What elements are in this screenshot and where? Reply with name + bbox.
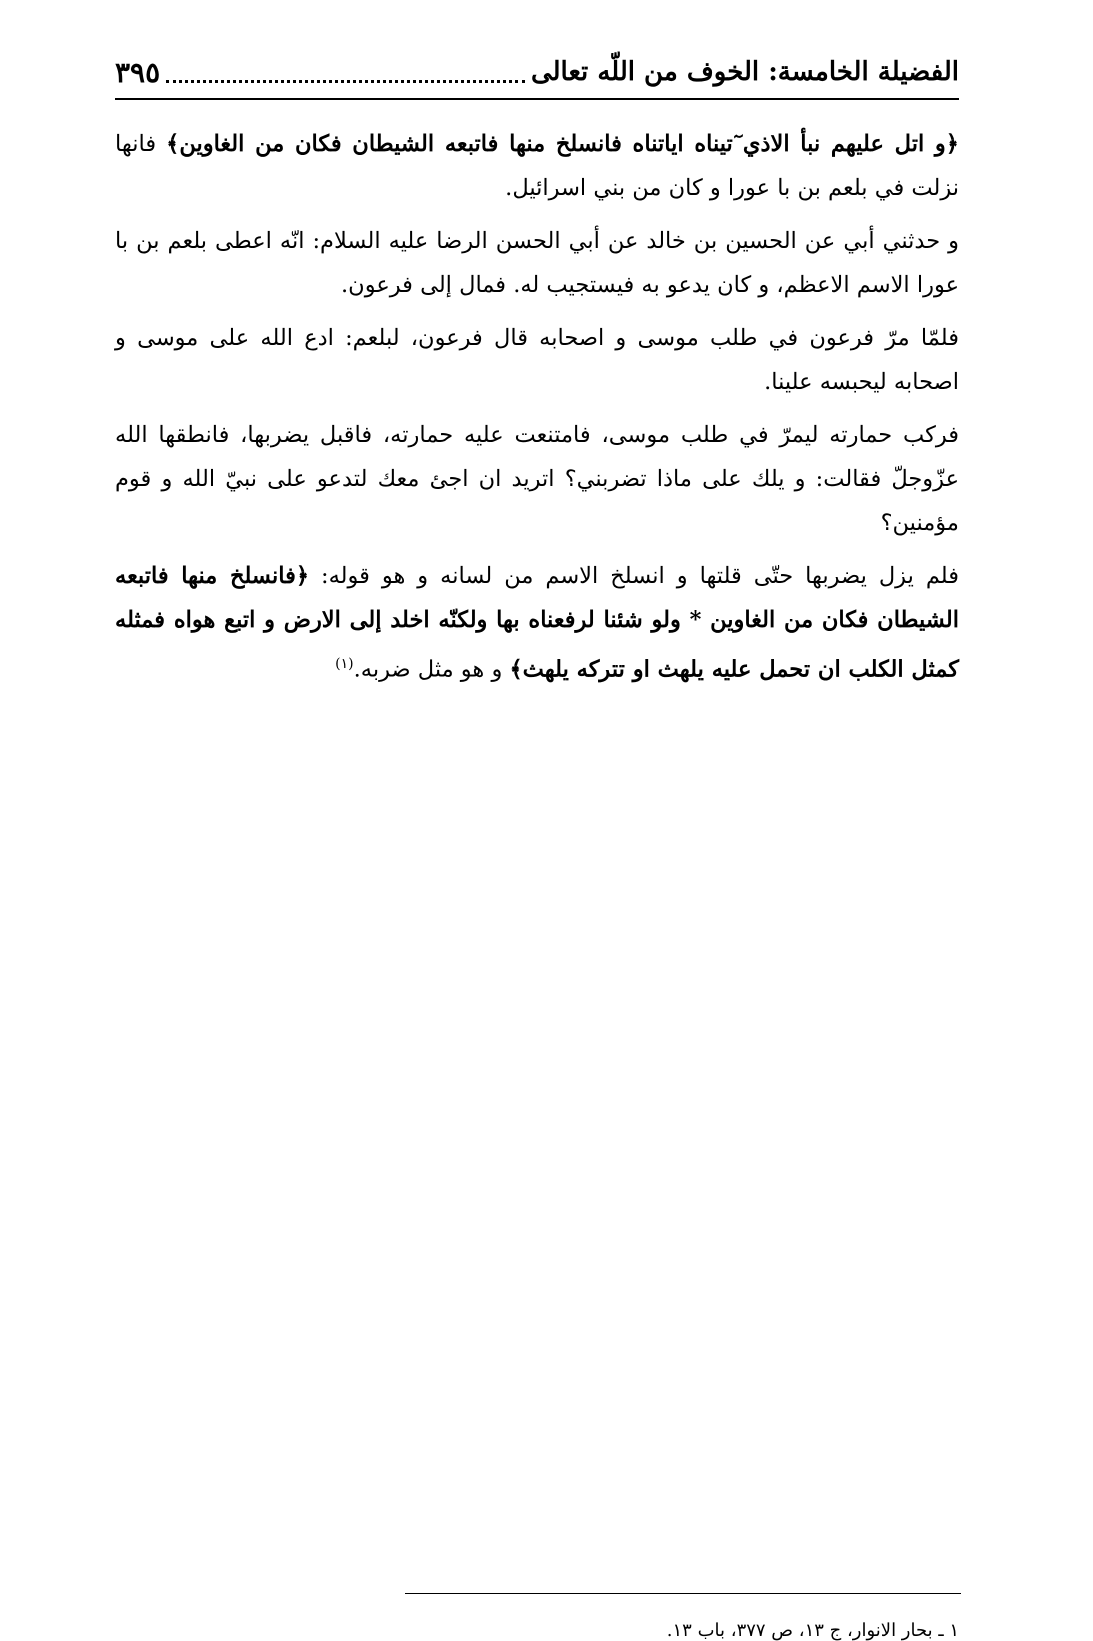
footnote: ١ ـ بحار الانوار، ج ١٣، ص ٣٧٧، باب ١٣. — [666, 1620, 959, 1641]
running-header — [115, 50, 959, 94]
paragraph-3 — [115, 316, 959, 404]
body-text — [115, 122, 959, 701]
quran-verse: ﴿فانسلخ منها فاتبعه الشيطان فكان من الغاوين * ولو شئنا لرفعناه بها ولكنّه اخلد إلى الارض و اتبع هواه فمثله كمثل الكلب ان تحمل عليه يلهث او تتركه يلهث﴾ — [115, 563, 959, 683]
quran-verse: ﴿و اتل عليهم نبأ الاذي ٓتيناه اياتناه فانسلخ منها فاتبعه الشيطان فكان من الغاوين﴾ — [166, 131, 959, 157]
header-title: الفضيلة الخامسة: الخوف من اللّه تعالى — [530, 57, 959, 87]
page-number: ٣٩٥ — [115, 55, 161, 89]
paragraph-text: فلمّا مرّ فرعون في طلب موسى و اصحابه قال فرعون، لبلعم: ادع الله على موسى و اصحابه ليحبسه علينا. — [115, 325, 959, 395]
paragraph-5 — [115, 554, 959, 692]
paragraph-text: و حدثني أبي عن الحسين بن خالد عن أبي الحسن الرضا عليه السلام: انّه اعطى بلعم بن با عورا الاسم الاعظم، و كان يدعو به فيستجيب له. فمال إلى فرعون. — [115, 228, 959, 298]
paragraph-text: و هو مثل ضربه. — [353, 656, 510, 683]
paragraph-text: فانها نزلت في بلعم بن با عورا و كان من بني اسرائيل. — [115, 131, 959, 201]
footnote-reference[interactable]: (١) — [335, 656, 354, 672]
paragraph-4 — [115, 413, 959, 545]
paragraph-text: فركب حمارته ليمرّ في طلب موسى، فامتنعت عليه حمارته، فاقبل يضربها، فانطقها الله عزّوجلّ فقالت: و يلك على ماذا تضربني؟ اتريد ان اجئ معك لتدعو على نبيّ الله و قوم مؤمنين؟ — [115, 422, 959, 536]
paragraph-text: فلم يزل يضربها حتّى قلتها و انسلخ الاسم من لسانه و هو قوله: — [309, 563, 959, 589]
paragraph-2 — [115, 219, 959, 307]
header-rule — [115, 98, 959, 100]
footnote-rule — [405, 1593, 961, 1594]
header-leader-dots — [166, 80, 525, 83]
paragraph-1 — [115, 122, 959, 210]
